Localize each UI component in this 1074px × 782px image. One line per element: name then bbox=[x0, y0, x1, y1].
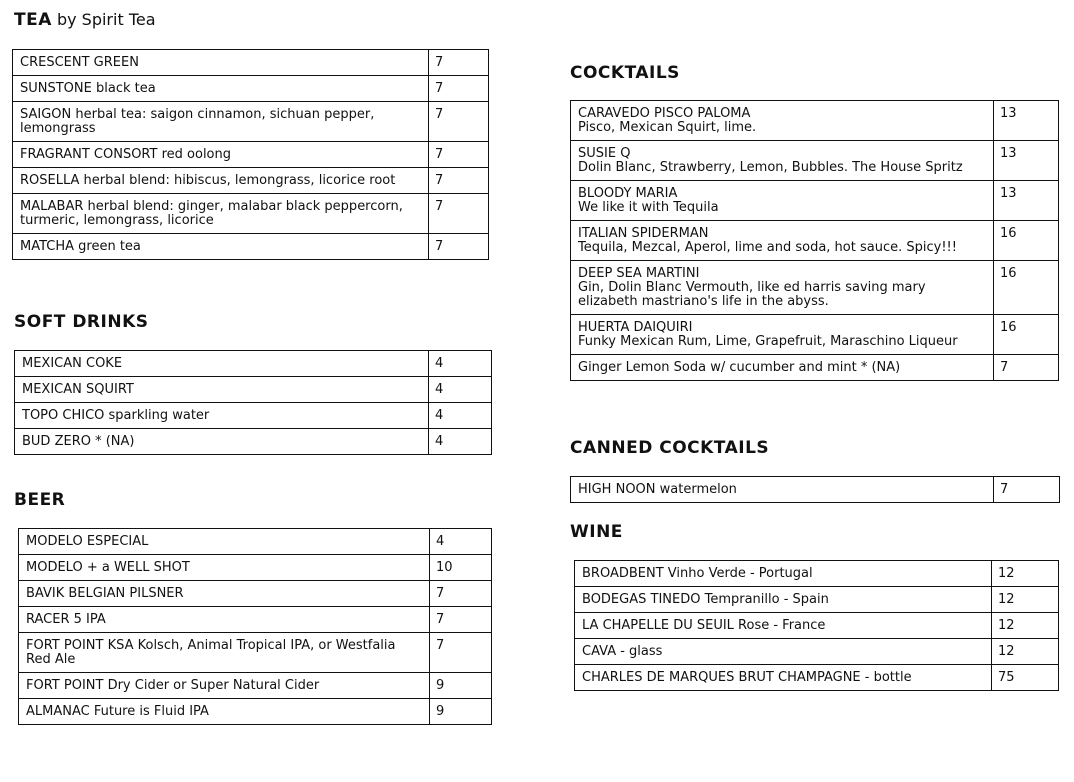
table-row bbox=[571, 101, 1059, 141]
item-cell bbox=[19, 633, 430, 673]
table-row bbox=[19, 529, 492, 555]
item-cell bbox=[13, 142, 429, 168]
item-price: 4 bbox=[429, 403, 492, 429]
soft-drinks-heading: SOFT DRINKS bbox=[14, 312, 149, 332]
item-price: 9 bbox=[430, 699, 492, 725]
table-row bbox=[575, 613, 1059, 639]
item-price: 16 bbox=[994, 315, 1059, 355]
item-price: 7 bbox=[429, 142, 489, 168]
item-name: DEEP SEA MARTINI bbox=[578, 266, 700, 281]
item-price: 75 bbox=[992, 665, 1059, 691]
item-cell bbox=[19, 555, 430, 581]
item-cell bbox=[571, 355, 994, 381]
item-cell bbox=[13, 234, 429, 260]
item-cell bbox=[575, 587, 992, 613]
item-price: 12 bbox=[992, 639, 1059, 665]
table-row bbox=[13, 50, 489, 76]
table-row bbox=[571, 477, 1060, 503]
item-cell bbox=[19, 699, 430, 725]
item-name: ITALIAN SPIDERMAN bbox=[578, 226, 709, 241]
table-row bbox=[571, 181, 1059, 221]
item-description: We like it with Tequila bbox=[578, 200, 719, 215]
canned-cocktails-table bbox=[570, 476, 1060, 503]
table-row bbox=[575, 639, 1059, 665]
item-name: MALABAR herbal blend: ginger, malabar black peppercorn, turmeric, lemongrass, licorice bbox=[20, 199, 403, 228]
item-cell bbox=[575, 665, 992, 691]
item-name: Ginger Lemon Soda w/ cucumber and mint * (NA) bbox=[578, 360, 901, 375]
item-price: 7 bbox=[429, 168, 489, 194]
table-row bbox=[13, 168, 489, 194]
brand-subtitle: by Spirit Tea bbox=[51, 10, 156, 29]
table-row bbox=[19, 699, 492, 725]
item-price: 10 bbox=[430, 555, 492, 581]
brand-name: TEA bbox=[14, 10, 52, 30]
item-name: SUNSTONE black tea bbox=[20, 81, 156, 96]
cocktails-table bbox=[570, 100, 1059, 381]
item-price: 12 bbox=[992, 561, 1059, 587]
item-name: CAVA - glass bbox=[582, 644, 663, 659]
table-row bbox=[575, 561, 1059, 587]
beer-table bbox=[18, 528, 492, 725]
item-price: 4 bbox=[429, 429, 492, 455]
table-row bbox=[19, 555, 492, 581]
wine-heading: WINE bbox=[570, 522, 623, 542]
item-name: FORT POINT Dry Cider or Super Natural Cider bbox=[26, 678, 320, 693]
item-price: 4 bbox=[430, 529, 492, 555]
item-cell bbox=[575, 613, 992, 639]
item-price: 16 bbox=[994, 221, 1059, 261]
table-row bbox=[13, 102, 489, 142]
item-name: BROADBENT Vinho Verde - Portugal bbox=[582, 566, 813, 581]
item-cell bbox=[15, 377, 429, 403]
item-price: 7 bbox=[994, 355, 1059, 381]
table-row bbox=[15, 403, 492, 429]
item-name: MATCHA green tea bbox=[20, 239, 141, 254]
canned-cocktails-heading: CANNED COCKTAILS bbox=[570, 438, 770, 458]
item-price: 7 bbox=[429, 234, 489, 260]
page-title bbox=[14, 10, 156, 30]
item-name: ROSELLA herbal blend: hibiscus, lemongrass, licorice root bbox=[20, 173, 396, 188]
item-price: 13 bbox=[994, 181, 1059, 221]
item-cell bbox=[13, 102, 429, 142]
item-name: FORT POINT KSA Kolsch, Animal Tropical IPA, or Westfalia Red Ale bbox=[26, 638, 396, 667]
table-row bbox=[571, 355, 1059, 381]
table-row bbox=[575, 665, 1059, 691]
table-row bbox=[571, 221, 1059, 261]
item-name: LA CHAPELLE DU SEUIL Rose - France bbox=[582, 618, 826, 633]
item-name: BAVIK BELGIAN PILSNER bbox=[26, 586, 184, 601]
item-name: BUD ZERO * (NA) bbox=[22, 434, 135, 449]
item-price: 7 bbox=[430, 581, 492, 607]
item-cell bbox=[571, 141, 994, 181]
tea-table bbox=[12, 49, 489, 260]
item-cell bbox=[571, 261, 994, 315]
item-name: HIGH NOON watermelon bbox=[578, 482, 737, 497]
table-row bbox=[15, 377, 492, 403]
item-price: 7 bbox=[994, 477, 1060, 503]
table-row bbox=[19, 633, 492, 673]
item-cell bbox=[571, 101, 994, 141]
item-cell bbox=[571, 477, 994, 503]
item-price: 7 bbox=[430, 607, 492, 633]
table-row bbox=[13, 76, 489, 102]
item-price: 13 bbox=[994, 101, 1059, 141]
item-price: 7 bbox=[429, 194, 489, 234]
item-price: 7 bbox=[429, 102, 489, 142]
item-cell bbox=[571, 221, 994, 261]
table-row bbox=[15, 429, 492, 455]
item-cell bbox=[571, 181, 994, 221]
item-cell bbox=[19, 673, 430, 699]
item-cell bbox=[571, 315, 994, 355]
item-price: 4 bbox=[429, 377, 492, 403]
item-cell bbox=[13, 194, 429, 234]
table-row bbox=[571, 315, 1059, 355]
wine-table bbox=[574, 560, 1059, 691]
item-cell bbox=[15, 403, 429, 429]
item-name: TOPO CHICO sparkling water bbox=[22, 408, 210, 423]
item-name: FRAGRANT CONSORT red oolong bbox=[20, 147, 232, 162]
table-row bbox=[15, 351, 492, 377]
item-cell bbox=[575, 639, 992, 665]
table-row bbox=[19, 607, 492, 633]
item-name: BODEGAS TINEDO Tempranillo - Spain bbox=[582, 592, 829, 607]
beer-heading: BEER bbox=[14, 490, 66, 510]
cocktails-heading: COCKTAILS bbox=[570, 63, 680, 83]
item-cell bbox=[19, 581, 430, 607]
item-price: 7 bbox=[429, 76, 489, 102]
item-name: SUSIE Q bbox=[578, 146, 631, 161]
item-cell bbox=[15, 429, 429, 455]
item-name: HUERTA DAIQUIRI bbox=[578, 320, 693, 335]
table-row bbox=[13, 194, 489, 234]
item-cell bbox=[13, 50, 429, 76]
table-row bbox=[571, 141, 1059, 181]
item-description: Pisco, Mexican Squirt, lime. bbox=[578, 120, 757, 135]
item-description: Gin, Dolin Blanc Vermouth, like ed harris saving mary elizabeth mastriano's life in the abyss. bbox=[578, 280, 926, 309]
item-cell bbox=[19, 607, 430, 633]
item-price: 16 bbox=[994, 261, 1059, 315]
item-name: CARAVEDO PISCO PALOMA bbox=[578, 106, 751, 121]
table-row bbox=[13, 234, 489, 260]
table-row bbox=[13, 142, 489, 168]
item-name: ALMANAC Future is Fluid IPA bbox=[26, 704, 209, 719]
item-price: 13 bbox=[994, 141, 1059, 181]
item-description: Dolin Blanc, Strawberry, Lemon, Bubbles. The House Spritz bbox=[578, 160, 963, 175]
item-price: 12 bbox=[992, 613, 1059, 639]
item-price: 7 bbox=[429, 50, 489, 76]
item-name: MEXICAN SQUIRT bbox=[22, 382, 134, 397]
table-row bbox=[571, 261, 1059, 315]
item-name: MODELO ESPECIAL bbox=[26, 534, 149, 549]
item-cell bbox=[13, 76, 429, 102]
item-price: 12 bbox=[992, 587, 1059, 613]
item-name: SAIGON herbal tea: saigon cinnamon, sichuan pepper, lemongrass bbox=[20, 107, 375, 136]
table-row bbox=[19, 673, 492, 699]
item-price: 4 bbox=[429, 351, 492, 377]
item-description: Tequila, Mezcal, Aperol, lime and soda, hot sauce. Spicy!!! bbox=[578, 240, 957, 255]
item-cell bbox=[19, 529, 430, 555]
item-name: CRESCENT GREEN bbox=[20, 55, 139, 70]
item-description: Funky Mexican Rum, Lime, Grapefruit, Maraschino Liqueur bbox=[578, 334, 958, 349]
item-cell bbox=[13, 168, 429, 194]
soft-drinks-table bbox=[14, 350, 492, 455]
item-name: BLOODY MARIA bbox=[578, 186, 678, 201]
item-name: RACER 5 IPA bbox=[26, 612, 106, 627]
item-cell bbox=[575, 561, 992, 587]
item-name: CHARLES DE MARQUES BRUT CHAMPAGNE - bottle bbox=[582, 670, 912, 685]
item-cell bbox=[15, 351, 429, 377]
item-price: 7 bbox=[430, 633, 492, 673]
table-row bbox=[575, 587, 1059, 613]
table-row bbox=[19, 581, 492, 607]
item-name: MODELO + a WELL SHOT bbox=[26, 560, 190, 575]
item-price: 9 bbox=[430, 673, 492, 699]
item-name: MEXICAN COKE bbox=[22, 356, 123, 371]
